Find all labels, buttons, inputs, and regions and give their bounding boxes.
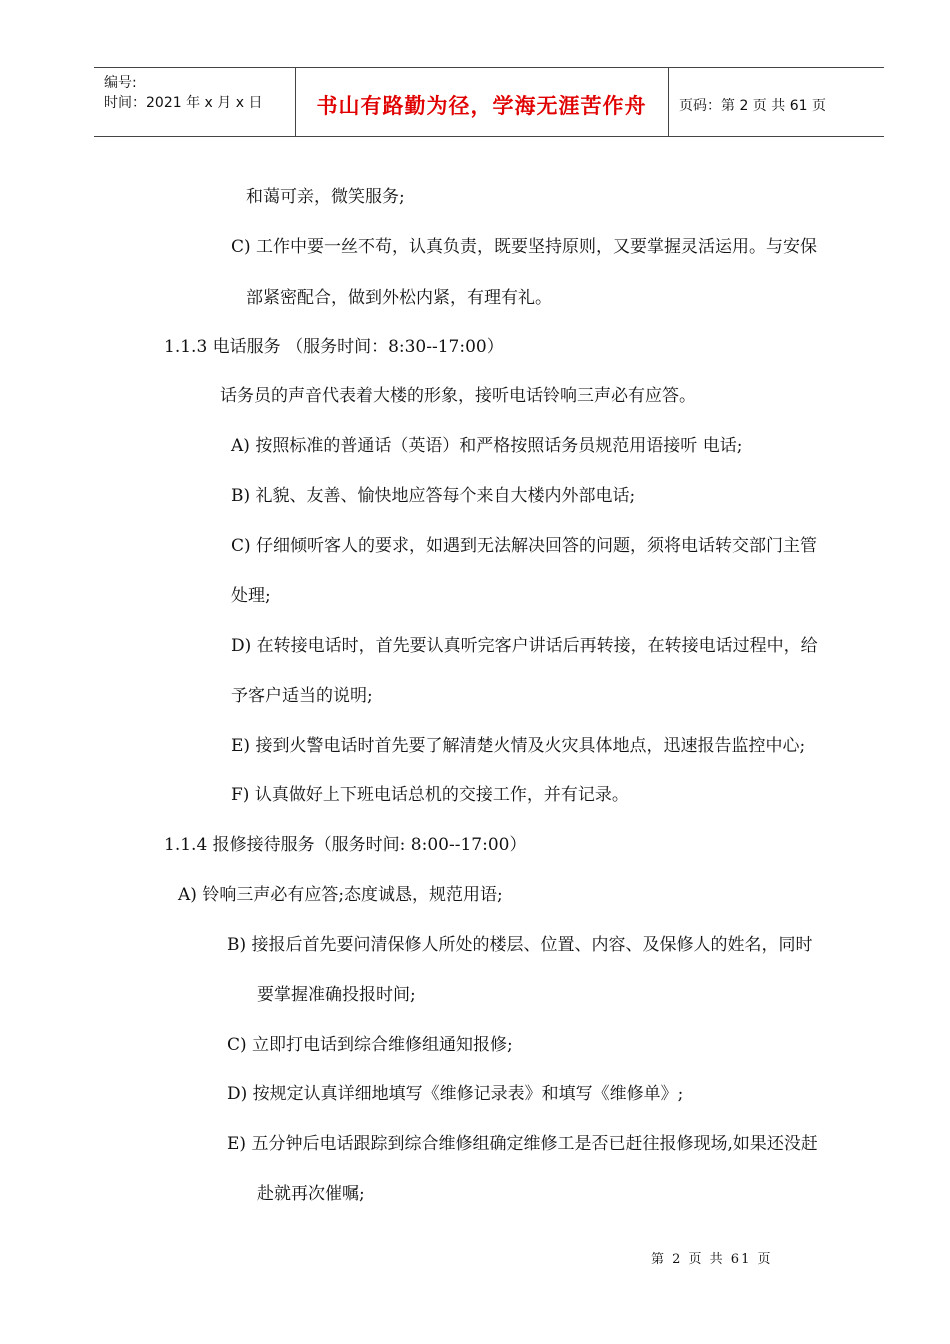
list-item: E) 接到火警电话时首先要了解清楚火情及火灾具体地点，迅速报告监控中心; <box>231 736 806 756</box>
date-label: 时间：2021 年 x 月 x 日 <box>104 95 263 111</box>
list-item: A) 铃响三声必有应答;态度诚恳，规范用语; <box>178 885 503 905</box>
doc-number-label: 编号: <box>104 75 137 91</box>
list-item: E) 五分钟后电话跟踪到综合维修组确定维修工是否已赶往报修现场,如果还没赶 <box>227 1134 818 1154</box>
list-item: F) 认真做好上下班电话总机的交接工作，并有记录。 <box>231 785 629 805</box>
page-footer: 第 2 页 共 61 页 <box>651 1252 773 1267</box>
text-line: 予客户适当的说明; <box>231 686 373 706</box>
text-line: 和蔼可亲，微笑服务; <box>246 187 405 207</box>
section-heading: 1.1.4 报修接待服务（服务时间: 8:00--17:00） <box>164 835 527 855</box>
list-item: D) 在转接电话时，首先要认真听完客户讲话后再转接，在转接电话过程中，给 <box>231 636 818 656</box>
header-page-info: 页码：第 2 页 共 61 页 <box>679 98 826 114</box>
text-line: 赴就再次催嘱; <box>257 1184 365 1204</box>
header-motto-cell <box>295 68 669 136</box>
paragraph: 话务员的声音代表着大楼的形象，接听电话铃响三声必有应答。 <box>220 386 696 406</box>
header-page-cell <box>669 68 884 136</box>
list-item: C) 立即打电话到综合维修组通知报修; <box>227 1035 513 1055</box>
section-heading: 1.1.3 电话服务 （服务时间：8:30--17:00） <box>164 337 504 357</box>
list-item: C) 工作中要一丝不苟，认真负责，既要坚持原则，又要掌握灵活运用。与安保 <box>231 237 818 257</box>
text-line: 部紧密配合，做到外松内紧，有理有礼。 <box>246 288 552 308</box>
motto: 书山有路勤为径，学海无涯苦作舟 <box>316 94 647 118</box>
list-item: C) 仔细倾听客人的要求，如遇到无法解决回答的问题，须将电话转交部门主管 <box>231 536 818 556</box>
page-header <box>94 67 884 137</box>
text-line: 处理; <box>231 586 271 606</box>
text-line: 要掌握准确投报时间; <box>257 985 416 1005</box>
header-meta-cell <box>94 68 296 136</box>
list-item: B) 接报后首先要问清保修人所处的楼层、位置、内容、及保修人的姓名，同时 <box>227 935 813 955</box>
list-item: D) 按规定认真详细地填写《维修记录表》和填写《维修单》; <box>227 1084 684 1104</box>
list-item: B) 礼貌、友善、愉快地应答每个来自大楼内外部电话; <box>231 486 636 506</box>
list-item: A) 按照标准的普通话（英语）和严格按照话务员规范用语接听 电话; <box>231 436 743 456</box>
